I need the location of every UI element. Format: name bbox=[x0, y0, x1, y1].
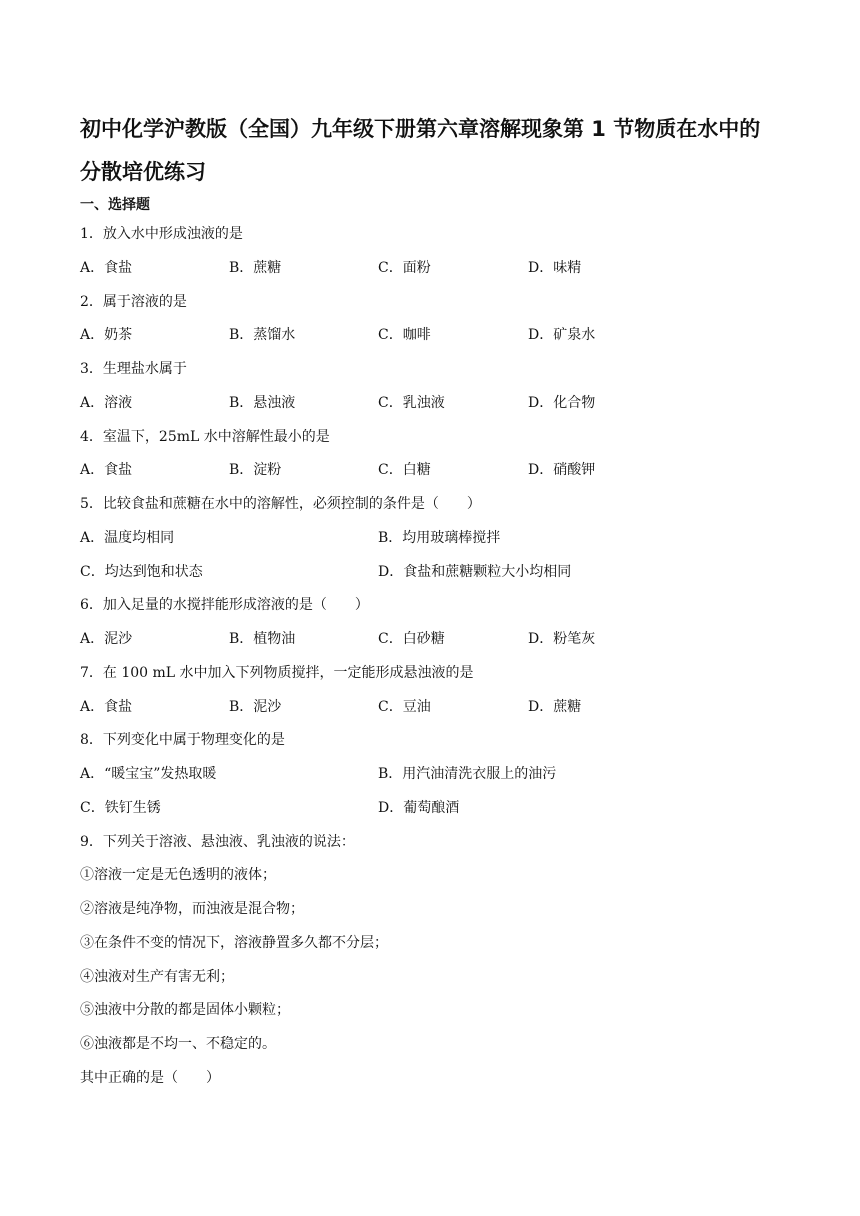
option: C．均达到饱和状态 bbox=[80, 564, 203, 580]
question-stem: 3．生理盐水属于 bbox=[80, 361, 187, 377]
question-stem: 4．室温下，25mL 水中溶解性最小的是 bbox=[80, 429, 330, 445]
option: B．泥沙 bbox=[229, 699, 282, 715]
option: C．白糖 bbox=[378, 462, 431, 478]
option: A．溶液 bbox=[80, 395, 133, 411]
question-stem: 9．下列关于溶液、悬浊液、乳浊液的说法： bbox=[80, 834, 355, 850]
option: B．蒸馏水 bbox=[229, 327, 296, 343]
option: A．奶茶 bbox=[80, 327, 133, 343]
option: B．淀粉 bbox=[229, 462, 282, 478]
option: D．粉笔灰 bbox=[528, 631, 596, 647]
section-heading: 一、选择题 bbox=[80, 197, 150, 213]
option: B．蔗糖 bbox=[229, 260, 282, 276]
option: C．乳浊液 bbox=[378, 395, 445, 411]
option: B．均用玻璃棒搅拌 bbox=[378, 530, 501, 546]
option: C．咖啡 bbox=[378, 327, 431, 343]
option: A．泥沙 bbox=[80, 631, 133, 647]
question-stem: 8．下列变化中属于物理变化的是 bbox=[80, 732, 285, 748]
option: D．矿泉水 bbox=[528, 327, 596, 343]
statement: ⑤浊液中分散的都是固体小颗粒； bbox=[80, 1002, 290, 1018]
statement: ⑥浊液都是不均一、不稳定的。 bbox=[80, 1036, 276, 1052]
option: C．白砂糖 bbox=[378, 631, 445, 647]
question-tail: 其中正确的是（ ） bbox=[80, 1070, 220, 1086]
option: A．温度均相同 bbox=[80, 530, 175, 546]
option: D．化合物 bbox=[528, 395, 596, 411]
option: A．食盐 bbox=[80, 260, 133, 276]
statement: ②溶液是纯净物，而浊液是混合物； bbox=[80, 901, 304, 917]
option: B．植物油 bbox=[229, 631, 296, 647]
option: D．食盐和蔗糖颗粒大小均相同 bbox=[378, 564, 572, 580]
option: B．悬浊液 bbox=[229, 395, 296, 411]
option: D．蔗糖 bbox=[528, 699, 582, 715]
statement: ①溶液一定是无色透明的液体； bbox=[80, 867, 276, 883]
option: D．味精 bbox=[528, 260, 582, 276]
statement: ④浊液对生产有害无利； bbox=[80, 969, 234, 985]
question-stem: 1．放入水中形成浊液的是 bbox=[80, 226, 243, 242]
question-stem: 7．在 100 mL 水中加入下列物质搅拌，一定能形成悬浊液的是 bbox=[80, 665, 474, 681]
option: D．葡萄酿酒 bbox=[378, 800, 460, 816]
document-title-line-2: 分散培优练习 bbox=[80, 160, 206, 184]
question-stem: 2．属于溶液的是 bbox=[80, 294, 187, 310]
statement: ③在条件不变的情况下，溶液静置多久都不分层； bbox=[80, 935, 388, 951]
option: C．豆油 bbox=[378, 699, 431, 715]
document-title-line-1: 初中化学沪教版（全国）九年级下册第六章溶解现象第 1 节物质在水中的 bbox=[80, 117, 761, 141]
option: C．面粉 bbox=[378, 260, 431, 276]
option: C．铁钉生锈 bbox=[80, 800, 161, 816]
option: D．硝酸钾 bbox=[528, 462, 596, 478]
question-stem: 5．比较食盐和蔗糖在水中的溶解性，必须控制的条件是（ ） bbox=[80, 496, 481, 512]
question-stem: 6．加入足量的水搅拌能形成溶液的是（ ） bbox=[80, 597, 369, 613]
option: B．用汽油清洗衣服上的油污 bbox=[378, 766, 557, 782]
option: A．食盐 bbox=[80, 462, 133, 478]
option: A．食盐 bbox=[80, 699, 133, 715]
option: A．“暖宝宝”发热取暖 bbox=[80, 766, 217, 782]
